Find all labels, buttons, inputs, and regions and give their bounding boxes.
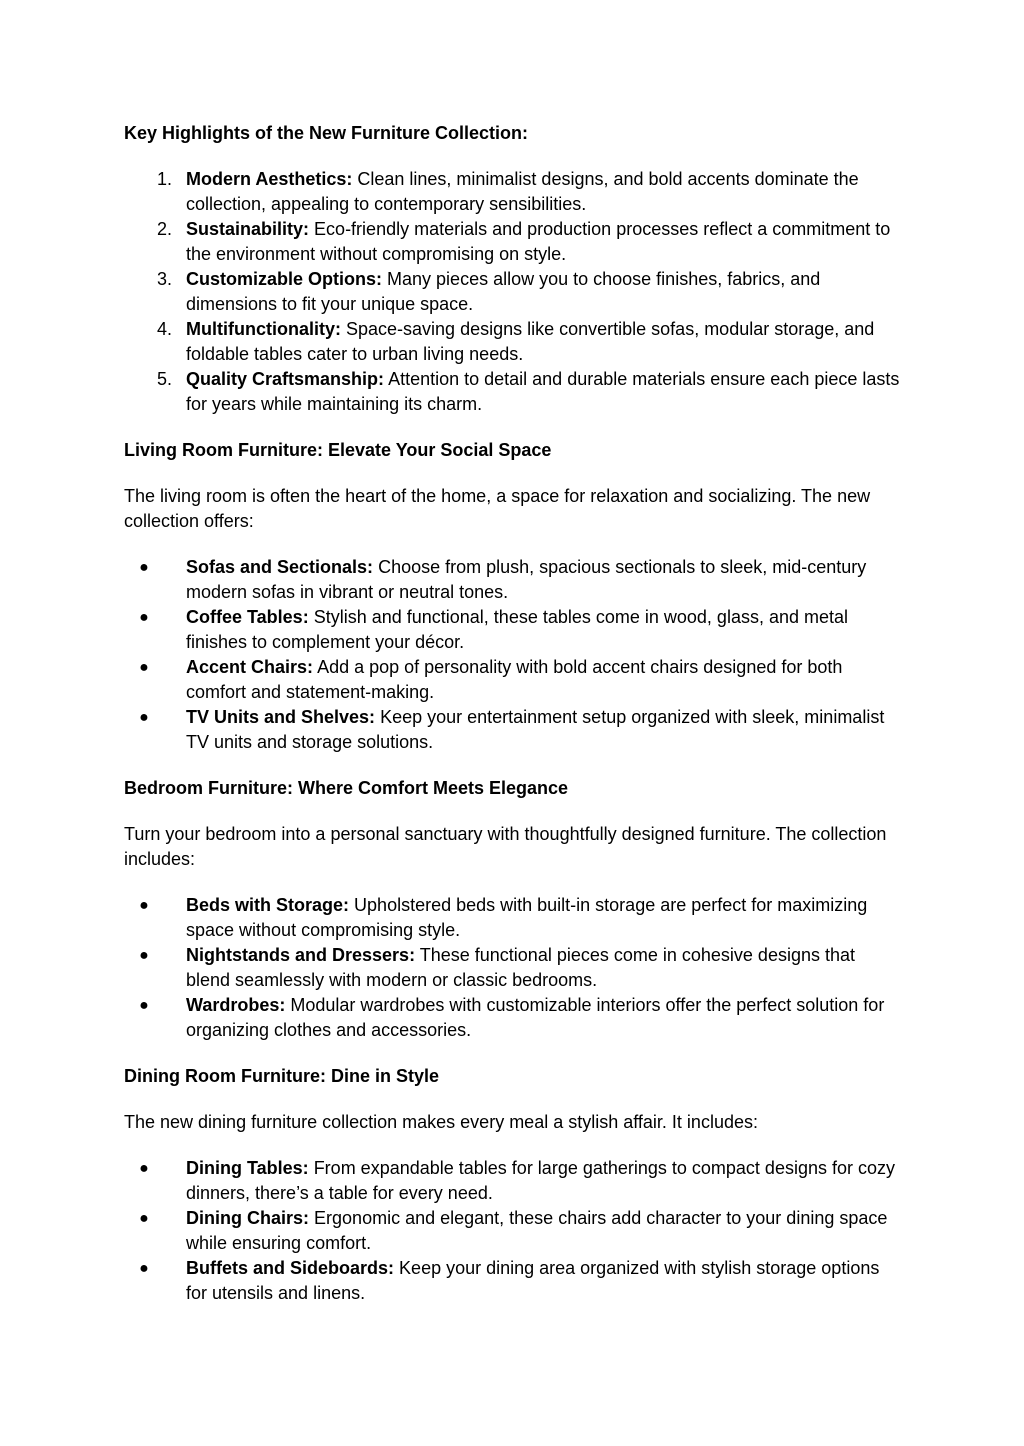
item-text: Many pieces allow you to choose finishes, fabrics, and dimensions to fit your unique space. bbox=[186, 269, 821, 314]
list-item bbox=[124, 367, 900, 417]
item-text: Choose from plush, spacious sectionals to sleek, mid-century modern sofas in vibrant or neutral tones. bbox=[186, 557, 867, 602]
list-item bbox=[124, 605, 900, 655]
item-term: Dining Chairs: bbox=[186, 1208, 310, 1228]
item-term: Buffets and Sideboards: bbox=[186, 1258, 395, 1278]
list-item bbox=[124, 1156, 900, 1206]
dining-room-intro: The new dining furniture collection makes every meal a stylish affair. It includes: bbox=[124, 1112, 758, 1132]
item-term: Dining Tables: bbox=[186, 1158, 309, 1178]
item-term: Sofas and Sectionals: bbox=[186, 557, 374, 577]
list-number: 4. bbox=[156, 319, 172, 339]
list-item bbox=[124, 655, 900, 705]
bullet-icon: ● bbox=[139, 1210, 149, 1227]
item-term: Sustainability: bbox=[186, 219, 310, 239]
item-term: Accent Chairs: bbox=[186, 657, 314, 677]
item-term: Beds with Storage: bbox=[186, 895, 350, 915]
living-room-list bbox=[124, 555, 900, 755]
item-text: Modular wardrobes with customizable interiors offer the perfect solution for organizing clothes and accessories. bbox=[186, 995, 885, 1040]
item-text: From expandable tables for large gatherings to compact designs for cozy dinners, there’s a table for every need. bbox=[186, 1158, 895, 1203]
item-term: Multifunctionality: bbox=[186, 319, 341, 339]
bedroom-list bbox=[124, 893, 900, 1043]
item-text: Stylish and functional, these tables come in wood, glass, and metal finishes to complement your décor. bbox=[186, 607, 849, 652]
item-term: Quality Craftsmanship: bbox=[186, 369, 385, 389]
bullet-icon: ● bbox=[139, 947, 149, 964]
highlights-list bbox=[124, 167, 900, 417]
list-item bbox=[124, 317, 900, 367]
item-text: Upholstered beds with built-in storage are perfect for maximizing space without compromising style. bbox=[186, 895, 868, 940]
living-room-heading: Living Room Furniture: Elevate Your Social Space bbox=[124, 440, 552, 460]
bullet-icon: ● bbox=[139, 997, 149, 1014]
list-item bbox=[124, 1206, 900, 1256]
bullet-icon: ● bbox=[139, 1160, 149, 1177]
list-number: 2. bbox=[156, 219, 172, 239]
list-item bbox=[124, 943, 900, 993]
list-item bbox=[124, 555, 900, 605]
dining-room-list bbox=[124, 1156, 900, 1306]
list-item bbox=[124, 217, 900, 267]
bullet-icon: ● bbox=[139, 559, 149, 576]
highlights-heading: Key Highlights of the New Furniture Collection: bbox=[124, 123, 529, 143]
item-term: TV Units and Shelves: bbox=[186, 707, 376, 727]
item-text: Keep your dining area organized with stylish storage options for utensils and linens. bbox=[186, 1258, 880, 1303]
list-item bbox=[124, 993, 900, 1043]
item-text: Keep your entertainment setup organized with sleek, minimalist TV units and storage solutions. bbox=[186, 707, 885, 752]
bullet-icon: ● bbox=[139, 659, 149, 676]
bullet-icon: ● bbox=[139, 609, 149, 626]
item-text: Clean lines, minimalist designs, and bold accents dominate the collection, appealing to contemporary sensibilities. bbox=[186, 169, 859, 214]
living-room-intro: The living room is often the heart of the home, a space for relaxation and socializing. The new collection offers: bbox=[124, 486, 871, 531]
bullet-icon: ● bbox=[139, 709, 149, 726]
item-term: Modern Aesthetics: bbox=[186, 169, 353, 189]
bedroom-heading: Bedroom Furniture: Where Comfort Meets Elegance bbox=[124, 778, 569, 798]
item-term: Wardrobes: bbox=[186, 995, 286, 1015]
item-text: Ergonomic and elegant, these chairs add character to your dining space while ensuring comfort. bbox=[186, 1208, 888, 1253]
bullet-icon: ● bbox=[139, 897, 149, 914]
list-item bbox=[124, 167, 900, 217]
item-term: Customizable Options: bbox=[186, 269, 383, 289]
dining-room-heading: Dining Room Furniture: Dine in Style bbox=[124, 1066, 439, 1086]
item-text: These functional pieces come in cohesive designs that blend seamlessly with modern or classic bedrooms. bbox=[186, 945, 856, 990]
list-item bbox=[124, 893, 900, 943]
item-text: Space-saving designs like convertible sofas, modular storage, and foldable tables cater to urban living needs. bbox=[186, 319, 875, 364]
list-item bbox=[124, 1256, 900, 1306]
list-number: 5. bbox=[156, 369, 172, 389]
item-term: Nightstands and Dressers: bbox=[186, 945, 416, 965]
item-text: Attention to detail and durable materials ensure each piece lasts for years while maintaining its charm. bbox=[186, 369, 900, 414]
list-item bbox=[124, 705, 900, 755]
list-number: 1. bbox=[156, 169, 172, 189]
item-text: Add a pop of personality with bold accent chairs designed for both comfort and statement-making. bbox=[186, 657, 843, 702]
bullet-icon: ● bbox=[139, 1260, 149, 1277]
item-term: Coffee Tables: bbox=[186, 607, 309, 627]
bedroom-intro: Turn your bedroom into a personal sanctuary with thoughtfully designed furniture. The collection includes: bbox=[124, 824, 887, 869]
item-text: Eco-friendly materials and production processes reflect a commitment to the environment without compromising on style. bbox=[186, 219, 891, 264]
list-item bbox=[124, 267, 900, 317]
list-number: 3. bbox=[156, 269, 172, 289]
